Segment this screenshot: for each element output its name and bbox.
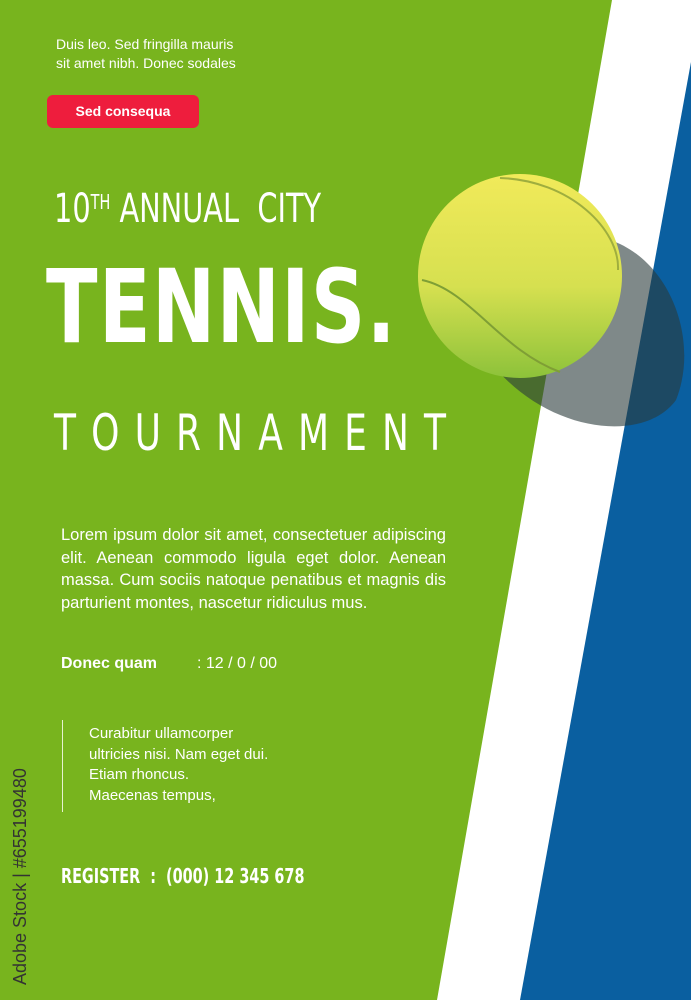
- register-row: [61, 864, 304, 888]
- quote-divider: [62, 720, 63, 812]
- title-rest: ANNUAL CITY: [119, 186, 322, 232]
- intro-line: sit amet nibh. Donec sodales: [56, 55, 236, 71]
- tag-button[interactable]: Sed consequa: [47, 95, 199, 128]
- stock-credit: Adobe Stock | #655199480: [10, 768, 30, 985]
- title-tennis: TENNIS.: [46, 248, 397, 367]
- register-label: REGISTER: [61, 864, 141, 888]
- quote-line: Maecenas tempus,: [89, 786, 216, 804]
- intro-line: Duis leo. Sed fringilla mauris: [56, 36, 234, 52]
- title-suffix: TH: [90, 190, 111, 214]
- title-line-1: [54, 186, 321, 232]
- quote-line: Etiam rhoncus.: [89, 766, 190, 783]
- quote-text: [89, 724, 309, 806]
- title-number: 10: [54, 186, 91, 232]
- quote-line: ultricies nisi. Nam eget dui.: [89, 745, 269, 763]
- intro-text: [56, 35, 276, 73]
- date-value: : 12 / 0 / 00: [197, 655, 278, 672]
- register-phone: : (000) 12 345 678: [150, 864, 305, 888]
- date-label: Donec quam: [61, 655, 158, 672]
- quote-line: Curabitur ullamcorper: [89, 725, 234, 742]
- title-tournament: TOURNAMENT: [54, 404, 462, 462]
- date-row: [61, 655, 277, 673]
- body-text: Lorem ipsum dolor sit amet, consectetuer adipiscing elit. Aenean commodo ligula eget dolor. Aenean massa. Cum sociis natoque penatibus et magnis dis parturient montes, nascetur ridiculus mus.: [61, 526, 446, 612]
